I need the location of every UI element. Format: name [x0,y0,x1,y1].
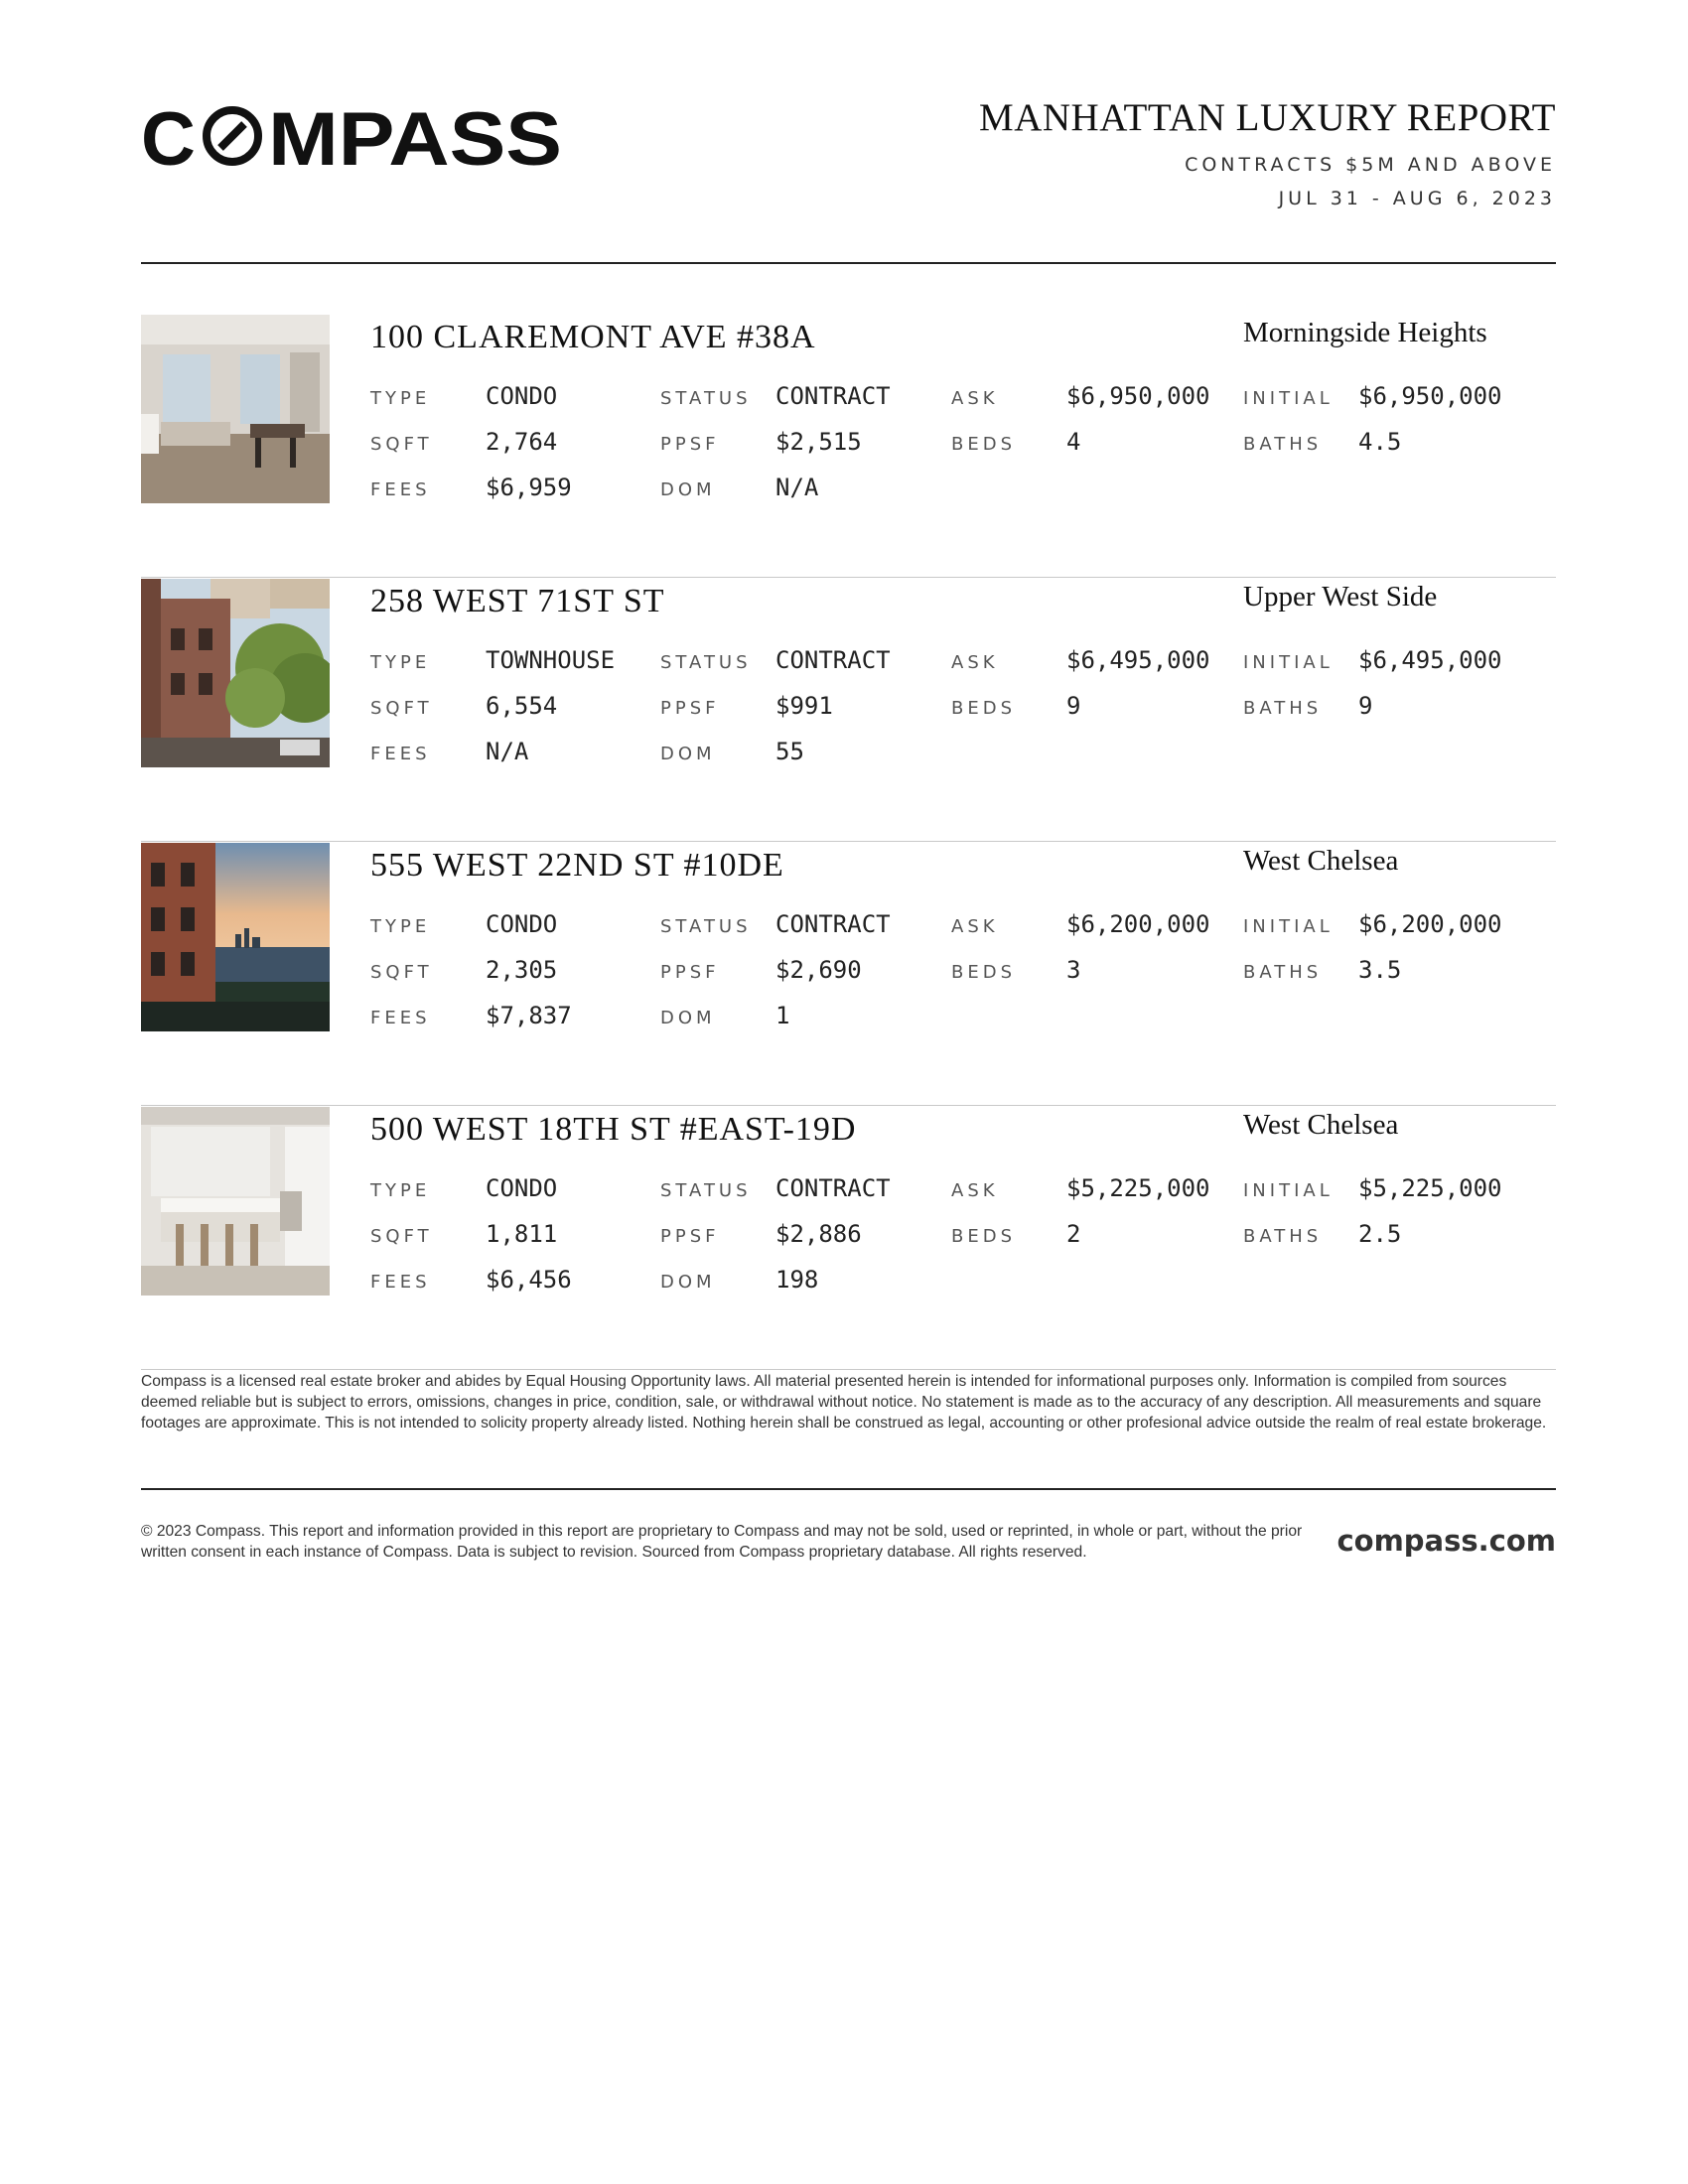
label-ask: ASK [951,916,999,937]
listing-card [141,315,1556,578]
value-status: CONTRACT [775,382,891,410]
label-baths: BATHS [1243,698,1323,719]
value-initial: $5,225,000 [1358,1174,1502,1202]
compass-logo [141,97,568,173]
label-sqft: SQFT [370,698,433,719]
value-fees: $7,837 [486,1002,572,1029]
label-initial: INITIAL [1243,652,1334,673]
label-baths: BATHS [1243,1226,1323,1247]
footer-divider [141,1488,1556,1490]
label-status: STATUS [660,1180,752,1201]
label-status: STATUS [660,388,752,409]
label-beds: BEDS [951,962,1017,983]
logo-letter-c: C [141,97,196,173]
value-ppsf: $2,886 [775,1220,862,1248]
listing-card [141,579,1556,842]
value-baths: 3.5 [1358,956,1402,984]
value-initial: $6,950,000 [1358,382,1502,410]
label-ppsf: PPSF [660,434,720,455]
logo-o-icon [207,110,258,162]
label-ppsf: PPSF [660,962,720,983]
label-baths: BATHS [1243,434,1323,455]
listing-address[interactable]: 258 WEST 71ST ST [370,583,665,619]
label-sqft: SQFT [370,1226,433,1247]
value-initial: $6,200,000 [1358,910,1502,938]
value-dom: 55 [775,738,804,765]
label-beds: BEDS [951,434,1017,455]
header-divider [141,262,1556,264]
listing-card [141,843,1556,1106]
report-date-range: JUL 31 - AUG 6, 2023 [1278,188,1556,209]
value-ask: $6,950,000 [1066,382,1210,410]
logo-letters-mpass: MPASS [268,97,562,173]
value-dom: N/A [775,474,819,501]
value-dom: 1 [775,1002,790,1029]
value-dom: 198 [775,1266,819,1294]
label-fees: FEES [370,479,431,500]
report-heading [979,95,1556,209]
value-fees: $6,959 [486,474,572,501]
label-status: STATUS [660,916,752,937]
label-dom: DOM [660,1008,716,1028]
listing-divider [141,1105,1556,1106]
label-baths: BATHS [1243,962,1323,983]
report-subtitle: CONTRACTS $5M AND ABOVE [1185,154,1556,176]
value-initial: $6,495,000 [1358,646,1502,674]
legal-disclaimer: Compass is a licensed real estate broker and abides by Equal Housing Opportunity laws. All material presented herein is intended for informational purposes only. Information is compiled from sources deemed reliable but is subject to errors, omissions, changes in price, condition, sale, or withdrawal without notice. No statement is made as to the accuracy of any description. All measurements and square footages are approximate. This is not intended to solicity property already listed. Nothing herein shall be construed as legal, accounting or other profesional advice outside the realm of real estate brokerage. [141,1373,1547,1432]
label-dom: DOM [660,744,716,764]
label-initial: INITIAL [1243,916,1334,937]
label-ppsf: PPSF [660,1226,720,1247]
label-status: STATUS [660,652,752,673]
value-status: CONTRACT [775,910,891,938]
value-type: CONDO [486,1174,558,1202]
label-initial: INITIAL [1243,1180,1334,1201]
townhouse-exterior-photo[interactable] [141,579,330,767]
listing-neighborhood: West Chelsea [1243,845,1399,877]
value-baths: 9 [1358,692,1373,720]
value-beds: 2 [1066,1220,1081,1248]
label-ask: ASK [951,388,999,409]
listing-divider [141,841,1556,842]
listing-neighborhood: West Chelsea [1243,1109,1399,1141]
value-sqft: 2,764 [486,428,558,456]
label-fees: FEES [370,744,431,764]
label-type: TYPE [370,388,431,409]
value-ask: $6,495,000 [1066,646,1210,674]
value-fees: $6,456 [486,1266,572,1294]
label-fees: FEES [370,1008,431,1028]
listing-address[interactable]: 500 WEST 18TH ST #EAST-19D [370,1111,857,1148]
label-initial: INITIAL [1243,388,1334,409]
value-beds: 3 [1066,956,1081,984]
value-ppsf: $991 [775,692,833,720]
value-ppsf: $2,515 [775,428,862,456]
label-sqft: SQFT [370,962,433,983]
label-ask: ASK [951,1180,999,1201]
value-sqft: 6,554 [486,692,558,720]
listing-divider [141,1369,1556,1370]
value-type: CONDO [486,382,558,410]
value-fees: N/A [486,738,529,765]
label-beds: BEDS [951,1226,1017,1247]
label-type: TYPE [370,652,431,673]
value-type: CONDO [486,910,558,938]
value-status: CONTRACT [775,1174,891,1202]
river-view-photo[interactable] [141,843,330,1031]
value-ask: $6,200,000 [1066,910,1210,938]
label-type: TYPE [370,916,431,937]
website-link[interactable]: compass.com [1336,1524,1556,1558]
listing-divider [141,577,1556,578]
value-beds: 9 [1066,692,1081,720]
listing-address[interactable]: 100 CLAREMONT AVE #38A [370,319,816,355]
listing-card [141,1107,1556,1370]
label-dom: DOM [660,479,716,500]
label-sqft: SQFT [370,434,433,455]
value-baths: 4.5 [1358,428,1402,456]
label-ppsf: PPSF [660,698,720,719]
value-ask: $5,225,000 [1066,1174,1210,1202]
value-sqft: 2,305 [486,956,558,984]
listing-neighborhood: Morningside Heights [1243,317,1487,348]
listing-address[interactable]: 555 WEST 22ND ST #10DE [370,847,784,884]
label-beds: BEDS [951,698,1017,719]
value-ppsf: $2,690 [775,956,862,984]
value-type: TOWNHOUSE [486,646,616,674]
report-title: MANHATTAN LUXURY REPORT [979,96,1556,139]
kitchen-photo[interactable] [141,1107,330,1296]
living-room-photo[interactable] [141,315,330,503]
listing-neighborhood: Upper West Side [1243,581,1438,613]
label-type: TYPE [370,1180,431,1201]
value-sqft: 1,811 [486,1220,558,1248]
label-dom: DOM [660,1272,716,1293]
value-beds: 4 [1066,428,1081,456]
label-fees: FEES [370,1272,431,1293]
value-status: CONTRACT [775,646,891,674]
copyright-notice: © 2023 Compass. This report and information provided in this report are proprietary to Compass and may not be sold, used or reprinted, in whole or part, without the prior written consent in each instance of Compass. Data is subject to revision. Sourced from Compass proprietary database. All rights reserved. [141,1523,1303,1561]
value-baths: 2.5 [1358,1220,1402,1248]
label-ask: ASK [951,652,999,673]
